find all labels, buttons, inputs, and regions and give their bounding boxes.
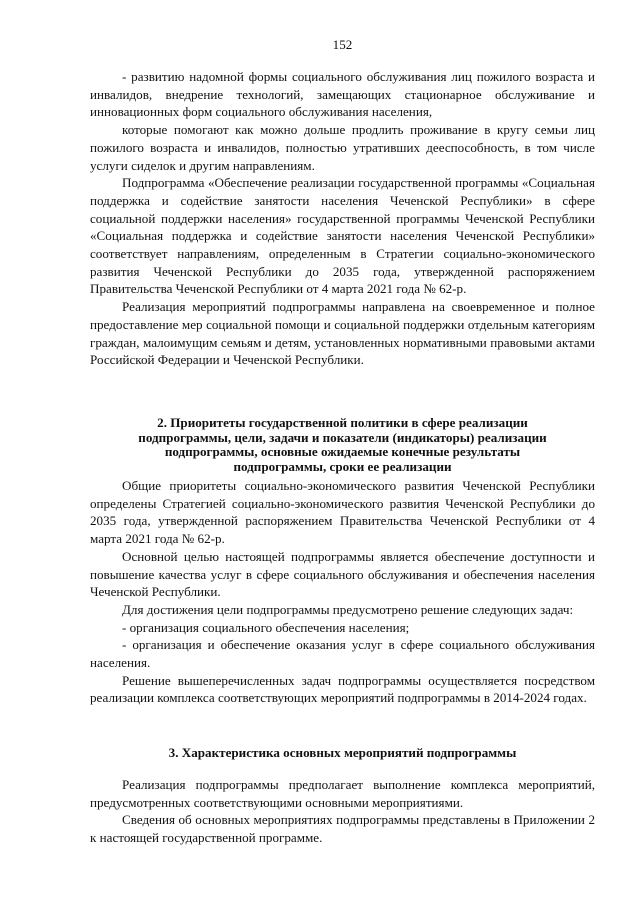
heading-line: подпрограммы, основные ожидаемые конечные результаты [164, 444, 521, 460]
heading-line: 3. Характеристика основных мероприятий подпрограммы [168, 745, 517, 760]
paragraph: Реализация подпрограммы предполагает выполнение комплекса мероприятий, предусмотренных соответствующими основными мероприятиями. [90, 777, 595, 810]
section-3-heading [90, 746, 595, 761]
page-number: 152 [332, 37, 353, 52]
section-2-text [90, 477, 595, 707]
paragraph: Для достижения цели подпрограммы предусмотрено решение следующих задач: [122, 601, 574, 617]
paragraph: Общие приоритеты социально-экономического развития Чеченской Республики определены Стратегией социально-экономического развития Чеченской Республики до 2035 года, утвержденной распоряжением Правительства Чеченской Республики от 4 марта 2021 года № 62-р. [90, 478, 595, 547]
paragraph: Реализация мероприятий подпрограммы направлена на своевременное и полное предоставление мер социальной помощи и социальной поддержки отдельным категориям граждан, малоимущим семьям и детям, установленных нормативными правовыми актами Российской Федерации и Чеченской Республики. [90, 299, 595, 368]
heading-line: подпрограммы, цели, задачи и показатели (индикаторы) реализации [138, 429, 547, 445]
paragraph: Подпрограмма «Обеспечение реализации государственной программы «Социальная поддержка и содействие занятости населения Чеченской Республики» в сфере социальной поддержки населения» государственной программы Чеченской Республики «Социальная поддержка и содействие занятости населения Чеченской Республики» соответствует направлениям, определенным в Стратегии социально-экономического развития Чеченской Республики до 2035 года, утвержденной распоряжением Правительства Чеченской Республики от 4 марта 2021 года № 62-р. [90, 175, 595, 297]
paragraph: - развитию надомной формы социального обслуживания лиц пожилого возраста и инвалидов, внедрение технологий, замещающих стационарное обслуживание и инновационных форм социального обслуживания населения, [90, 69, 595, 120]
section-2-heading [90, 416, 595, 475]
list-item: - организация и обеспечение оказания услуг в сфере социального обслуживания населения. [90, 637, 595, 671]
list-item: - организация социального обеспечения населения; [122, 619, 410, 635]
paragraph: Решение вышеперечисленных задач подпрограммы осуществляется посредством реализации комплекса соответствующих мероприятий подпрограммы в 2014-2024 годах. [90, 672, 595, 706]
paragraph: Сведения об основных мероприятиях подпрограммы представлены в Приложении 2 к настоящей государственной программе. [90, 812, 595, 846]
heading-line: 2. Приоритеты государственной политики в сфере реализации [157, 415, 528, 430]
paragraph: которые помогают как можно дольше продлить проживание в кругу семьи лиц пожилого возраста и инвалидов, полностью утративших дееспособность, в том числе услуги сиделок и другим направлениям. [90, 122, 595, 173]
intro-text [90, 68, 595, 369]
paragraph: Основной целью настоящей подпрограммы является обеспечение доступности и повышение качества услуг в сфере социального обслуживания и обеспечения населения Чеченской Республики. [90, 548, 595, 600]
document-page [90, 0, 595, 905]
section-3-text [90, 776, 595, 847]
heading-line: подпрограммы, сроки ее реализации [233, 459, 452, 475]
